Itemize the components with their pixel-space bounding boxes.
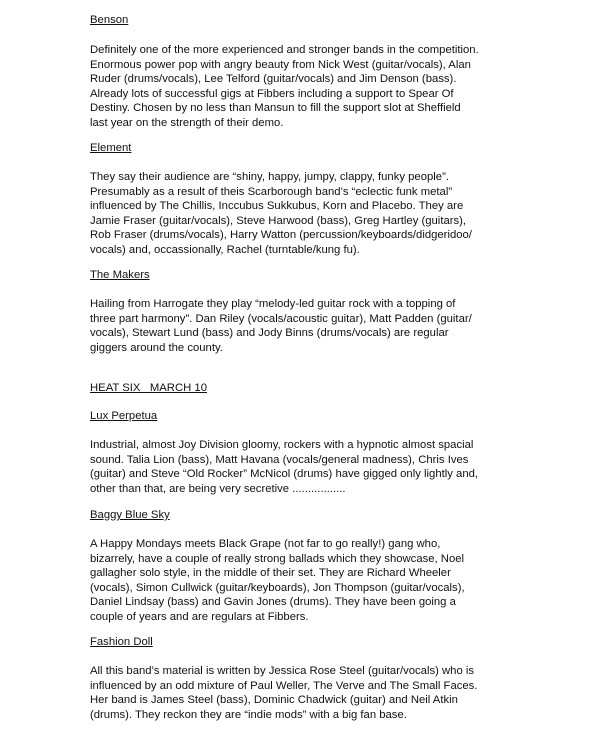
text-line: All this band’s material is written by Jessica Rose Steel (guitar/vocals) who is — [90, 665, 475, 677]
band-heading-lux-perpetua: Lux Perpetua — [90, 410, 158, 422]
text-line: Hailing from Harrogate they play “melody-led guitar rock with a topping of — [90, 298, 456, 310]
text-line: A Happy Mondays meets Black Grape (not far to go really!) gang who, — [90, 538, 441, 550]
text-line: Enormous power pop with angry beauty from Nick West (guitar/vocals), Alan — [90, 58, 471, 71]
band-heading-the-makers: The Makers — [90, 269, 150, 281]
text-line: gallagher solo style, in the middle of their set. They are Richard Wheeler — [90, 567, 451, 580]
text-line: Her band is James Steel (bass), Dominic Chadwick (guitar) and Neil Atkin — [90, 694, 458, 707]
text-line: influenced by an odd mixture of Paul Weller, The Verve and The Small Faces. — [90, 679, 478, 692]
text-line: Already lots of successful gigs at Fibbers including a support to Spear Of — [90, 87, 454, 100]
text-line: influenced by The Chillis, Inccubus Sukkubus, Korn and Placebo. They are — [90, 200, 464, 213]
text-line: three part harmony”. Dan Riley (vocals/acoustic guitar), Matt Padden (guitar/ — [90, 312, 472, 325]
band-description-element — [90, 170, 530, 258]
text-line: Industrial, almost Joy Division gloomy, rockers with a hypnotic almost spacial — [90, 439, 474, 451]
text-line: vocals), Stewart Lund (bass) and Jody Binns (drums/vocals) are regular — [90, 327, 449, 340]
text-line: They say their audience are “shiny, happy, jumpy, clappy, funky people”. — [90, 171, 449, 183]
band-description-baggy-blue-sky — [90, 537, 530, 625]
band-description-the-makers — [90, 297, 530, 355]
text-line: bizarrely, have a couple of really strong ballads which they showcase, Noel — [90, 552, 465, 565]
text-line: vocals) and, occassionally, Rachel (turntable/kung fu). — [90, 243, 360, 256]
band-heading-benson: Benson — [90, 14, 129, 26]
text-line: (vocals), Simon Cullwick (guitar/keyboards), Jon Thompson (guitar/vocals), — [90, 581, 465, 594]
text-line: last year on the strength of their demo. — [90, 116, 284, 129]
text-line: giggers around the county. — [90, 341, 223, 354]
text-line: Ruder (drums/vocals), Lee Telford (guitar/vocals) and Jim Denson (bass). — [90, 73, 457, 86]
text-line: Daniel Lindsay (bass) and Gavin Jones (drums). They have been going a — [90, 596, 456, 609]
band-heading-element: Element — [90, 142, 132, 154]
heat-heading: HEAT SIX MARCH 10 — [90, 382, 207, 394]
text-line: couple of years and are regulars at Fibbers. — [90, 610, 309, 623]
band-description-fashion-doll — [90, 664, 530, 722]
text-line: Presumably as a result of theis Scarborough band’s “eclectic funk metal” — [90, 185, 453, 198]
band-description-benson — [90, 43, 530, 131]
text-line: sound. Talia Lion (bass), Matt Havana (vocals/general madness), Chris Ives — [90, 453, 469, 466]
text-line: (guitar) and Steve “Old Rocker” McNicol (drums) have gigged only lightly and, — [90, 468, 479, 481]
text-line: Jamie Fraser (guitar/vocals), Steve Harwood (bass), Greg Hartley (guitars), — [90, 214, 467, 227]
band-heading-fashion-doll: Fashion Doll — [90, 636, 153, 648]
band-description-lux-perpetua — [90, 438, 530, 496]
text-line: Destiny. Chosen by no less than Mansun to fill the support slot at Sheffield — [90, 102, 461, 115]
text-line: Definitely one of the more experienced and stronger bands in the competition. — [90, 44, 479, 56]
text-line: other than that, are being very secretive ................. — [90, 482, 346, 495]
text-line: (drums). They reckon they are “indie mods” with a big fan base. — [90, 708, 407, 721]
text-line: Rob Fraser (drums/vocals), Harry Watton (percussion/keyboards/didgeridoo/ — [90, 229, 472, 242]
band-heading-baggy-blue-sky: Baggy Blue Sky — [90, 509, 170, 521]
